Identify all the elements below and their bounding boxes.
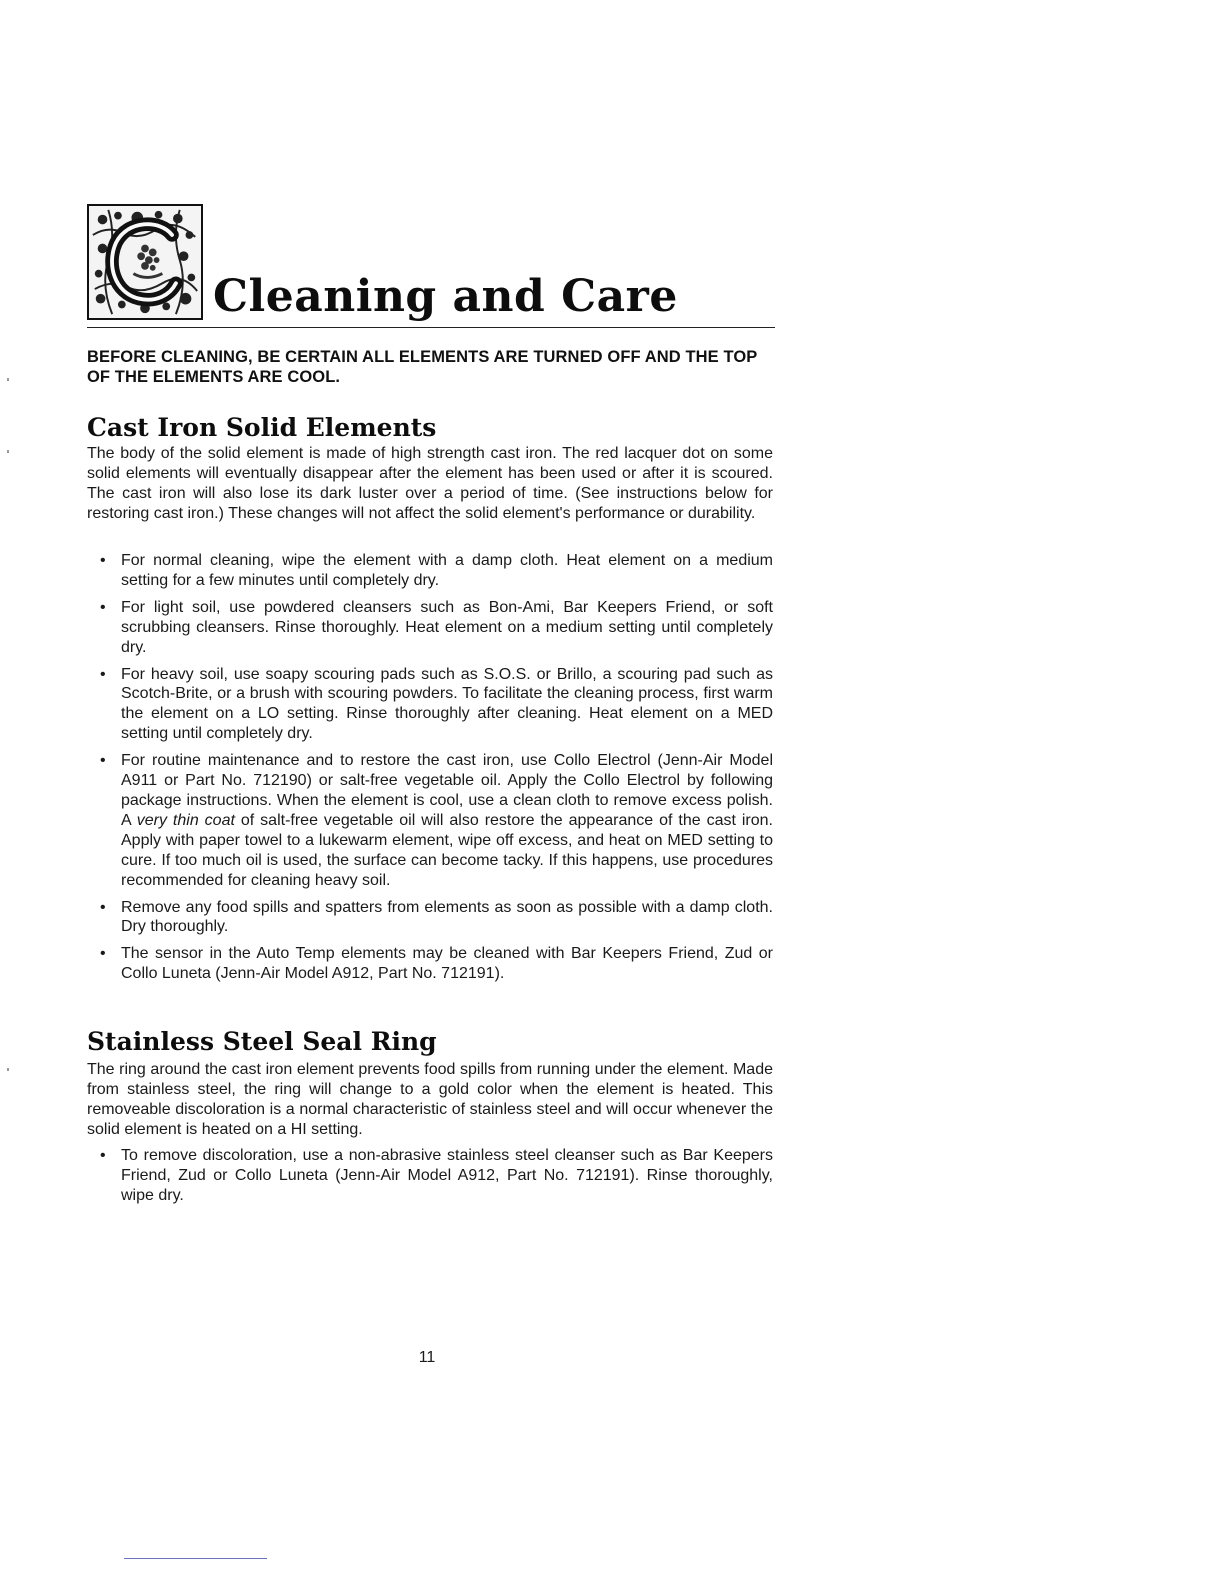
scan-mark bbox=[7, 1068, 9, 1071]
maintenance-text-before: For routine maintenance and to restore the cast iron, use Collo Electrol (Jenn-Air Model A911 or Part No. 712190) or salt-free vegetable oil. Apply the Collo Electrol by following package instructions. When the element is cool, use a clean cloth to remove excess polish. A bbox=[121, 752, 773, 829]
list-item-text: The sensor in the Auto Temp elements may be cleaned with Bar Keepers Friend, Zud or Collo Luneta (Jenn-Air Model A912, Part No. 712191). bbox=[121, 945, 773, 983]
bullet-icon: • bbox=[100, 598, 106, 616]
list-item-text bbox=[121, 752, 773, 888]
cast-iron-intro: The body of the solid element is made of high strength cast iron. The red lacquer dot on some solid elements will eventually disappear after the element has been used or after it is scoured. The cast iron will also lose its dark luster over a period of time. (See instructions below for restoring cast iron.) These changes will not affect the solid element's performance or durability. bbox=[87, 445, 773, 522]
list-item-text: For normal cleaning, wipe the element with a damp cloth. Heat element on a medium setting for a few minutes until completely dry. bbox=[121, 552, 773, 589]
seal-ring-intro: The ring around the cast iron element prevents food spills from running under the element. Made from stainless steel, the ring will change to a gold color when the element is heated. This removeable discoloration is a normal characteristic of stainless steel and will occur whenever the solid element is heated on a HI setting. bbox=[87, 1061, 773, 1138]
list-item-text: For heavy soil, use soapy scouring pads such as S.O.S. or Brillo, a scouring pad such as Scotch-Brite, or a brush with scouring powders. To facilitate the cleaning process, first warm the element on a LO setting. Rinse thoroughly after cleaning. Heat element on a MED setting until completely dry. bbox=[121, 665, 773, 743]
page-title: Cleaning and Care bbox=[213, 271, 678, 322]
bullet-icon: • bbox=[100, 898, 106, 916]
ornamental-initial-c-icon bbox=[87, 204, 203, 320]
list-item bbox=[87, 598, 773, 658]
list-item-text: For light soil, use powdered cleansers such as Bon-Ami, Bar Keepers Friend, or soft scrubbing cleansers. Rinse thoroughly. Heat element on a medium setting until completely dry. bbox=[121, 598, 773, 656]
page-header bbox=[87, 204, 775, 330]
bullet-icon: • bbox=[100, 945, 106, 963]
list-item bbox=[87, 1146, 773, 1206]
safety-warning: BEFORE CLEANING, BE CERTAIN ALL ELEMENTS ARE TURNED OFF AND THE TOP OF THE ELEMENTS ARE COOL. bbox=[87, 348, 758, 386]
scan-mark bbox=[7, 378, 9, 381]
list-item-text: Remove any food spills and spatters from elements as soon as possible with a damp cloth. Dry thoroughly. bbox=[121, 898, 773, 936]
list-item bbox=[87, 944, 773, 984]
list-item bbox=[87, 751, 773, 890]
section-heading-cast-iron: Cast Iron Solid Elements bbox=[87, 413, 437, 442]
bullet-icon: • bbox=[100, 552, 106, 569]
scan-edge-line bbox=[124, 1558, 267, 1559]
list-item bbox=[87, 551, 773, 591]
title-divider bbox=[87, 327, 775, 328]
list-item bbox=[87, 898, 773, 938]
maintenance-text-after: of salt-free vegetable oil will also restore the appearance of the cast iron. Apply with paper towel to a lukewarm element, wipe off excess, and heat on MED setting to cure. If too much oil is used, the surface can become tacky. If this happens, use procedures recommended for cleaning heavy soil. bbox=[121, 811, 774, 889]
maintenance-emphasis: very thin coat bbox=[136, 811, 235, 829]
cast-iron-instructions bbox=[87, 551, 773, 991]
seal-ring-instructions bbox=[87, 1146, 773, 1213]
list-item bbox=[87, 665, 773, 745]
scan-mark bbox=[7, 450, 9, 453]
bullet-icon: • bbox=[100, 665, 106, 683]
bullet-icon: • bbox=[100, 1147, 106, 1164]
bullet-icon: • bbox=[100, 752, 106, 770]
page-number: 11 bbox=[418, 1349, 436, 1366]
list-item-text: To remove discoloration, use a non-abrasive stainless steel cleanser such as Bar Keepers Friend, Zud or Collo Luneta (Jenn-Air Model A912, Part No. 712191). Rinse thoroughly, wipe dry. bbox=[121, 1147, 773, 1204]
section-heading-seal-ring: Stainless Steel Seal Ring bbox=[87, 1027, 437, 1056]
